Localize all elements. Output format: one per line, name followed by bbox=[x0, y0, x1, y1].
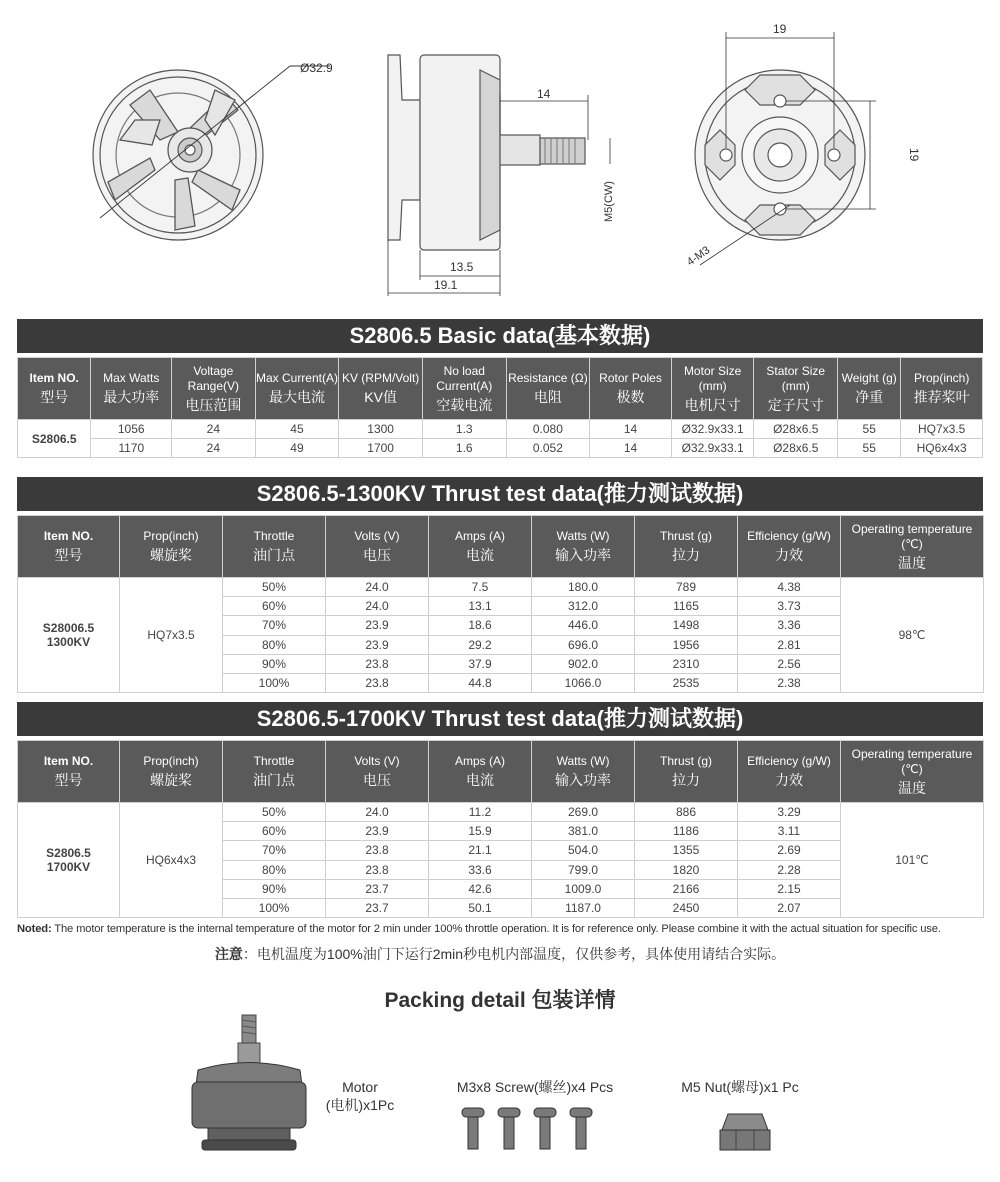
header-cn: 电阻 bbox=[533, 389, 562, 405]
basic-data-title: S2806.5 Basic data(基本数据) bbox=[17, 319, 983, 353]
thrust-cell: 2450 bbox=[635, 898, 738, 917]
header-cn: 油门点 bbox=[253, 547, 295, 563]
thrust-cell: 1066.0 bbox=[532, 673, 635, 692]
thrust-cell: 2.56 bbox=[738, 654, 841, 673]
thrust-cell: 180.0 bbox=[532, 578, 635, 597]
thrust-header-cell bbox=[429, 741, 532, 803]
header-cn: 力效 bbox=[775, 547, 803, 563]
thrust-cell: 60% bbox=[223, 822, 326, 841]
packing-screw-label: M3x8 Screw(螺丝)x4 Pcs bbox=[456, 1079, 614, 1095]
header-en: Weight (g) bbox=[841, 371, 897, 385]
header-cn: 最大电流 bbox=[268, 389, 325, 405]
thrust-cell: 1498 bbox=[635, 616, 738, 635]
header-cn: 型号 bbox=[40, 389, 69, 405]
header-cn: 最大功率 bbox=[103, 389, 160, 405]
thrust-cell: 504.0 bbox=[532, 841, 635, 860]
basic-cell: Ø28x6.5 bbox=[754, 439, 838, 458]
packing-motor-line2: (电机)x1Pc bbox=[325, 1097, 395, 1113]
header-en: Watts (W) bbox=[556, 529, 610, 543]
header-cn: 输入功率 bbox=[555, 547, 611, 563]
thrust-header-cell bbox=[635, 516, 738, 578]
thrust-cell: 1956 bbox=[635, 635, 738, 654]
item-line1: S28006.5 bbox=[42, 621, 95, 636]
thrust-table-row bbox=[18, 803, 984, 822]
thrust-cell: 90% bbox=[223, 654, 326, 673]
basic-cell: 0.052 bbox=[506, 439, 590, 458]
thrust-cell: 50.1 bbox=[429, 898, 532, 917]
thrust-cell: 269.0 bbox=[532, 803, 635, 822]
thrust-header-cell bbox=[532, 516, 635, 578]
thrust-cell: 23.8 bbox=[326, 673, 429, 692]
thrust-header-cell bbox=[223, 741, 326, 803]
thrust-cell: 80% bbox=[223, 860, 326, 879]
header-en: Watts (W) bbox=[556, 754, 610, 768]
basic-cell: 55 bbox=[838, 439, 901, 458]
thrust-header-cell bbox=[635, 741, 738, 803]
header-en: Stator Size (mm) bbox=[766, 363, 826, 393]
thrust-1700kv-table bbox=[17, 740, 984, 918]
header-cn: 极数 bbox=[616, 389, 645, 405]
basic-header-cell bbox=[172, 358, 256, 420]
thrust-cell: 23.7 bbox=[326, 879, 429, 898]
note-cn-text: ：电机温度为100%油门下运行2min秒电机内部温度，仅供参考，具体使用请结合实际。 bbox=[242, 946, 786, 962]
thrust-cell: 446.0 bbox=[532, 616, 635, 635]
basic-header-cell bbox=[91, 358, 172, 420]
basic-table-row bbox=[18, 439, 983, 458]
basic-cell: 1056 bbox=[91, 420, 172, 439]
dim-shaft-length: 14 bbox=[537, 87, 551, 101]
header-en: Max Current(A) bbox=[255, 371, 338, 385]
header-cn: 输入功率 bbox=[555, 772, 611, 788]
basic-cell: Ø32.9x33.1 bbox=[671, 439, 754, 458]
basic-table-row bbox=[18, 420, 983, 439]
thrust-1700kv-title: S2806.5-1700KV Thrust test data(推力测试数据) bbox=[17, 702, 983, 736]
packing-title: Packing detail 包装详情 bbox=[384, 989, 616, 1012]
header-cn: 螺旋桨 bbox=[150, 547, 192, 563]
thrust-header-cell bbox=[841, 516, 984, 578]
thrust-cell: 42.6 bbox=[429, 879, 532, 898]
thrust-cell: 3.73 bbox=[738, 597, 841, 616]
header-en: Throttle bbox=[253, 754, 295, 768]
dim-hole-spacing-y: 19 bbox=[907, 148, 921, 162]
thrust-cell: 29.2 bbox=[429, 635, 532, 654]
thrust-header-cell bbox=[18, 741, 120, 803]
basic-cell: HQ6x4x3 bbox=[901, 439, 983, 458]
thrust-prop-cell: HQ6x4x3 bbox=[120, 803, 223, 918]
basic-header-cell bbox=[590, 358, 672, 420]
header-cn: 拉力 bbox=[672, 772, 700, 788]
item-line2: 1300KV bbox=[46, 635, 91, 650]
thrust-cell: 70% bbox=[223, 616, 326, 635]
header-cn: 电压 bbox=[363, 547, 391, 563]
thrust-cell: 1355 bbox=[635, 841, 738, 860]
thrust-cell: 381.0 bbox=[532, 822, 635, 841]
motor-bottom-view bbox=[695, 70, 865, 240]
thrust-cell: 1009.0 bbox=[532, 879, 635, 898]
note-en-label: Noted: bbox=[17, 923, 52, 935]
thrust-cell: 11.2 bbox=[429, 803, 532, 822]
thrust-cell: 37.9 bbox=[429, 654, 532, 673]
basic-cell: 55 bbox=[838, 420, 901, 439]
header-en: Operating temperature (℃) bbox=[851, 521, 973, 551]
header-cn: 净重 bbox=[855, 389, 884, 405]
header-en: Volts (V) bbox=[354, 529, 400, 543]
thrust-cell: 23.8 bbox=[326, 841, 429, 860]
thrust-table-row bbox=[18, 578, 984, 597]
dim-body-length: 13.5 bbox=[450, 260, 474, 274]
thrust-header-cell bbox=[18, 516, 120, 578]
thrust-cell: 23.9 bbox=[326, 616, 429, 635]
basic-header-cell bbox=[671, 358, 754, 420]
thrust-header-cell bbox=[120, 516, 223, 578]
dim-hole-spacing-x: 19 bbox=[773, 22, 787, 36]
thrust-cell: 18.6 bbox=[429, 616, 532, 635]
thrust-temp-cell: 98℃ bbox=[841, 578, 984, 693]
header-en: Thrust (g) bbox=[659, 529, 712, 543]
header-cn: 电压范围 bbox=[185, 396, 242, 413]
thrust-item-cell bbox=[18, 578, 120, 693]
thrust-item-cell bbox=[18, 803, 120, 918]
thrust-cell: 100% bbox=[223, 898, 326, 917]
basic-cell: 1.6 bbox=[422, 439, 506, 458]
thrust-cell: 80% bbox=[223, 635, 326, 654]
header-cn: 空载电流 bbox=[436, 396, 493, 413]
header-en: Volts (V) bbox=[354, 754, 400, 768]
header-cn: 温度 bbox=[898, 554, 926, 571]
thrust-cell: 902.0 bbox=[532, 654, 635, 673]
basic-item-cell: S2806.5 bbox=[18, 420, 91, 458]
thrust-cell: 2.38 bbox=[738, 673, 841, 692]
basic-cell: Ø32.9x33.1 bbox=[671, 420, 754, 439]
header-en: Throttle bbox=[253, 529, 295, 543]
thrust-cell: 24.0 bbox=[326, 578, 429, 597]
thrust-cell: 2.15 bbox=[738, 879, 841, 898]
thrust-header-cell bbox=[738, 741, 841, 803]
header-en: Resistance (Ω) bbox=[508, 371, 588, 385]
thrust-cell: 15.9 bbox=[429, 822, 532, 841]
thrust-cell: 7.5 bbox=[429, 578, 532, 597]
thrust-cell: 23.9 bbox=[326, 635, 429, 654]
basic-cell: 0.080 bbox=[506, 420, 590, 439]
thrust-header-cell bbox=[532, 741, 635, 803]
basic-header-cell bbox=[339, 358, 423, 420]
header-en: Efficiency (g/W) bbox=[747, 754, 831, 768]
header-en: Item NO. bbox=[43, 529, 94, 543]
thrust-prop-cell: HQ7x3.5 bbox=[120, 578, 223, 693]
header-en: Prop(inch) bbox=[143, 529, 199, 543]
header-en: No load Current(A) bbox=[436, 363, 493, 393]
thrust-header-cell bbox=[223, 516, 326, 578]
thrust-cell: 3.29 bbox=[738, 803, 841, 822]
thrust-cell: 70% bbox=[223, 841, 326, 860]
thrust-cell: 1187.0 bbox=[532, 898, 635, 917]
header-cn: 电流 bbox=[466, 547, 494, 563]
basic-header-cell bbox=[422, 358, 506, 420]
header-en: Amps (A) bbox=[454, 529, 505, 543]
thrust-cell: 21.1 bbox=[429, 841, 532, 860]
thrust-cell: 24.0 bbox=[326, 803, 429, 822]
thrust-cell: 789 bbox=[635, 578, 738, 597]
header-en: Item NO. bbox=[29, 371, 79, 385]
basic-cell: 1300 bbox=[339, 420, 423, 439]
thrust-cell: 696.0 bbox=[532, 635, 635, 654]
header-en: Prop(inch) bbox=[913, 371, 970, 385]
header-en: Prop(inch) bbox=[143, 754, 199, 768]
basic-cell: 14 bbox=[590, 420, 672, 439]
header-en: Amps (A) bbox=[454, 754, 505, 768]
header-en: Item NO. bbox=[43, 754, 94, 768]
header-en: Operating temperature (℃) bbox=[851, 746, 973, 776]
thrust-cell: 312.0 bbox=[532, 597, 635, 616]
thrust-cell: 60% bbox=[223, 597, 326, 616]
header-cn: 温度 bbox=[898, 779, 926, 796]
thrust-cell: 2.28 bbox=[738, 860, 841, 879]
basic-header-cell bbox=[901, 358, 983, 420]
note-chinese bbox=[0, 944, 1000, 964]
basic-cell: 1170 bbox=[91, 439, 172, 458]
thrust-header-cell bbox=[738, 516, 841, 578]
basic-cell: 24 bbox=[172, 439, 256, 458]
basic-header-cell bbox=[838, 358, 901, 420]
header-cn: 油门点 bbox=[253, 772, 295, 788]
header-cn: 电压 bbox=[363, 772, 391, 788]
thrust-cell: 44.8 bbox=[429, 673, 532, 692]
thrust-cell: 1186 bbox=[635, 822, 738, 841]
item-line2: 1700KV bbox=[46, 860, 91, 875]
dim-mount-holes: 4-M3 bbox=[684, 244, 713, 269]
header-en: Max Watts bbox=[103, 371, 160, 385]
thrust-cell: 100% bbox=[223, 673, 326, 692]
thrust-cell: 23.7 bbox=[326, 898, 429, 917]
thrust-cell: 2.07 bbox=[738, 898, 841, 917]
header-cn: 拉力 bbox=[672, 547, 700, 563]
header-cn: 型号 bbox=[54, 772, 83, 788]
thrust-cell: 90% bbox=[223, 879, 326, 898]
dimension-drawings bbox=[0, 0, 1000, 310]
motor-side-view bbox=[388, 55, 585, 250]
packing-motor-label bbox=[300, 1078, 420, 1114]
header-cn: 螺旋桨 bbox=[150, 772, 192, 788]
motor-front-view bbox=[93, 66, 330, 240]
thrust-cell: 23.8 bbox=[326, 654, 429, 673]
header-cn: 推荐桨叶 bbox=[913, 389, 970, 405]
thrust-cell: 2310 bbox=[635, 654, 738, 673]
thrust-cell: 799.0 bbox=[532, 860, 635, 879]
basic-cell: 24 bbox=[172, 420, 256, 439]
thrust-cell: 2535 bbox=[635, 673, 738, 692]
thrust-cell: 3.36 bbox=[738, 616, 841, 635]
thrust-header-cell bbox=[841, 741, 984, 803]
header-en: Voltage Range(V) bbox=[187, 363, 240, 393]
thrust-header-cell bbox=[429, 516, 532, 578]
header-en: Efficiency (g/W) bbox=[747, 529, 831, 543]
basic-cell: 1.3 bbox=[422, 420, 506, 439]
header-cn: 型号 bbox=[54, 547, 83, 563]
basic-cell: 49 bbox=[255, 439, 339, 458]
header-en: Rotor Poles bbox=[599, 371, 662, 385]
note-en-text: The motor temperature is the internal temperature of the motor for 2 min under 100% throttle operation. It is for reference only. Please combine it with the actual situation for specific use. bbox=[51, 923, 941, 935]
thrust-cell: 23.9 bbox=[326, 822, 429, 841]
thrust-1300kv-table bbox=[17, 515, 984, 693]
basic-cell: 14 bbox=[590, 439, 672, 458]
thrust-cell: 24.0 bbox=[326, 597, 429, 616]
header-cn: 电机尺寸 bbox=[684, 396, 741, 413]
motor-image bbox=[180, 1010, 320, 1160]
thrust-cell: 50% bbox=[223, 803, 326, 822]
dim-shaft-thread: M5(CW) bbox=[603, 181, 615, 222]
note-cn-label: 注意 bbox=[214, 946, 243, 962]
thrust-1300kv-title: S2806.5-1300KV Thrust test data(推力测试数据) bbox=[17, 477, 983, 511]
thrust-cell: 1820 bbox=[635, 860, 738, 879]
thrust-cell: 2.69 bbox=[738, 841, 841, 860]
basic-header-cell bbox=[255, 358, 339, 420]
thrust-cell: 1165 bbox=[635, 597, 738, 616]
thrust-cell: 33.6 bbox=[429, 860, 532, 879]
basic-header-cell bbox=[506, 358, 590, 420]
thrust-cell: 13.1 bbox=[429, 597, 532, 616]
header-cn: 力效 bbox=[775, 772, 803, 788]
basic-cell: 45 bbox=[255, 420, 339, 439]
dim-diameter: Ø32.9 bbox=[300, 61, 333, 75]
basic-cell: 1700 bbox=[339, 439, 423, 458]
thrust-temp-cell: 101℃ bbox=[841, 803, 984, 918]
thrust-header-cell bbox=[326, 516, 429, 578]
header-cn: KV值 bbox=[364, 389, 397, 405]
thrust-cell: 2.81 bbox=[738, 635, 841, 654]
header-cn: 定子尺寸 bbox=[767, 396, 824, 413]
thrust-cell: 23.8 bbox=[326, 860, 429, 879]
basic-header-cell bbox=[754, 358, 838, 420]
dim-total-length: 19.1 bbox=[434, 278, 458, 292]
packing-motor-line1: Motor bbox=[342, 1079, 378, 1095]
note-english bbox=[17, 923, 983, 935]
packing-nut-label: M5 Nut(螺母)x1 Pc bbox=[681, 1079, 799, 1095]
thrust-header-cell bbox=[326, 741, 429, 803]
basic-cell: HQ7x3.5 bbox=[901, 420, 983, 439]
basic-header-cell bbox=[18, 358, 91, 420]
thrust-header-cell bbox=[120, 741, 223, 803]
header-en: Motor Size (mm) bbox=[683, 363, 742, 393]
nut-image bbox=[718, 1112, 772, 1156]
header-en: KV (RPM/Volt) bbox=[341, 371, 420, 385]
thrust-cell: 3.11 bbox=[738, 822, 841, 841]
basic-cell: Ø28x6.5 bbox=[754, 420, 838, 439]
thrust-cell: 886 bbox=[635, 803, 738, 822]
screws-image bbox=[460, 1104, 600, 1154]
basic-data-table bbox=[17, 357, 983, 458]
thrust-cell: 4.38 bbox=[738, 578, 841, 597]
header-en: Thrust (g) bbox=[659, 754, 712, 768]
thrust-cell: 2166 bbox=[635, 879, 738, 898]
item-line1: S2806.5 bbox=[46, 846, 91, 861]
thrust-cell: 50% bbox=[223, 578, 326, 597]
header-cn: 电流 bbox=[466, 772, 494, 788]
